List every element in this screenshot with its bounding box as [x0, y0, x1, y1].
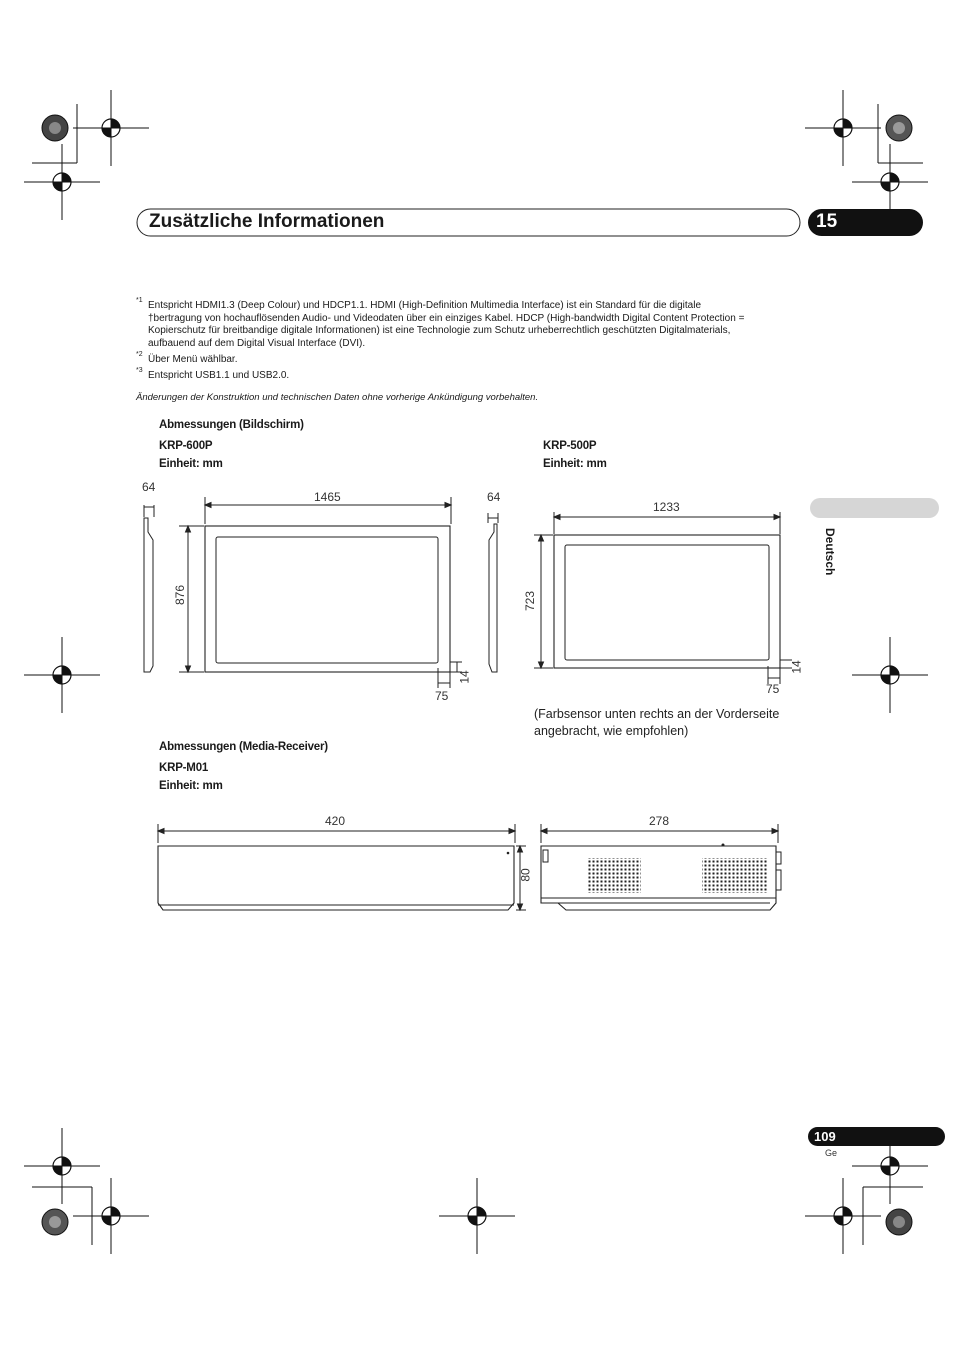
receiver-height-label: 80 — [518, 868, 533, 882]
krp600-drawing — [144, 497, 498, 688]
receiver-width-label: 420 — [325, 814, 346, 828]
chapter-number: 15 — [816, 211, 838, 232]
krp500-bottom-height: 14 — [789, 660, 804, 674]
language-tab-label: Deutsch — [823, 528, 837, 576]
krp600-width-label: 1465 — [314, 490, 341, 504]
language-code: Ge — [825, 1148, 838, 1158]
change-notice: Änderungen der Konstruktion und technischen Daten ohne vorherige Ankündigung vorbehalten. — [136, 392, 539, 403]
krp600-bottom-width: 75 — [435, 689, 449, 703]
krp600-unit: Einheit: mm — [159, 458, 223, 470]
footnote-line: aufbauend auf dem Digital Visual Interface (DVI). — [148, 337, 366, 349]
krp600-model: KRP-600P — [159, 440, 213, 452]
krp500-unit: Einheit: mm — [543, 458, 607, 470]
krp500-bottom-width: 75 — [766, 682, 780, 696]
krp600-side-depth-right: 64 — [487, 490, 501, 504]
krp500-width-label: 1233 — [653, 500, 680, 514]
receiver-section-title: Abmessungen (Media-Receiver) — [159, 741, 328, 753]
page-number: 109 — [814, 1129, 836, 1144]
language-tab — [810, 498, 939, 518]
page-title: Zusätzliche Informationen — [149, 211, 385, 232]
krp600-bottom-height: 14 — [457, 670, 472, 684]
star-target-icon — [42, 115, 912, 1235]
footnote-mark: *2 — [136, 351, 143, 358]
footnote-line: †bertragung von hochauflösenden Audio- und Videodaten über ein einziges Kabel. HDCP (High-bandwidth Digital Content Protection = — [148, 312, 745, 324]
krp500-drawing — [534, 512, 792, 684]
footnote-3: Entspricht USB1.1 und USB2.0. — [148, 370, 290, 381]
krp600-side-depth-left: 64 — [142, 480, 156, 494]
krp500-height-label: 723 — [523, 590, 538, 612]
krp600-height-label: 876 — [173, 584, 188, 606]
footnote-1 — [148, 300, 744, 350]
footnote-mark: *1 — [136, 297, 143, 304]
footnote-line: Kopierschutz für breitbandige digitale Informationen) ist eine Technologie zum Schutz urheberrechtlich geschützten Digitalmaterials, — [148, 325, 731, 336]
screen-section-title: Abmessungen (Bildschirm) — [159, 419, 304, 431]
footnote-2: Über Menü wählbar. — [148, 354, 238, 365]
receiver-model: KRP-M01 — [159, 762, 209, 774]
color-sensor-caption — [534, 706, 779, 740]
crop-marks — [32, 104, 923, 1245]
receiver-unit: Einheit: mm — [159, 780, 223, 792]
footnote-mark: *3 — [136, 367, 143, 374]
caption-line: angebracht, wie empfohlen) — [534, 724, 689, 738]
caption-line: (Farbsensor unten rechts an der Vorderseite — [534, 707, 780, 721]
receiver-depth-label: 278 — [649, 814, 670, 828]
receiver-side-drawing — [541, 824, 781, 910]
footnote-line: Entspricht HDMI1.3 (Deep Colour) und HDCP1.1. HDMI (High-Definition Multimedia Interface) ist ein Standard für die digitale — [148, 300, 702, 311]
krp500-model: KRP-500P — [543, 440, 597, 452]
receiver-front-drawing — [158, 824, 526, 910]
